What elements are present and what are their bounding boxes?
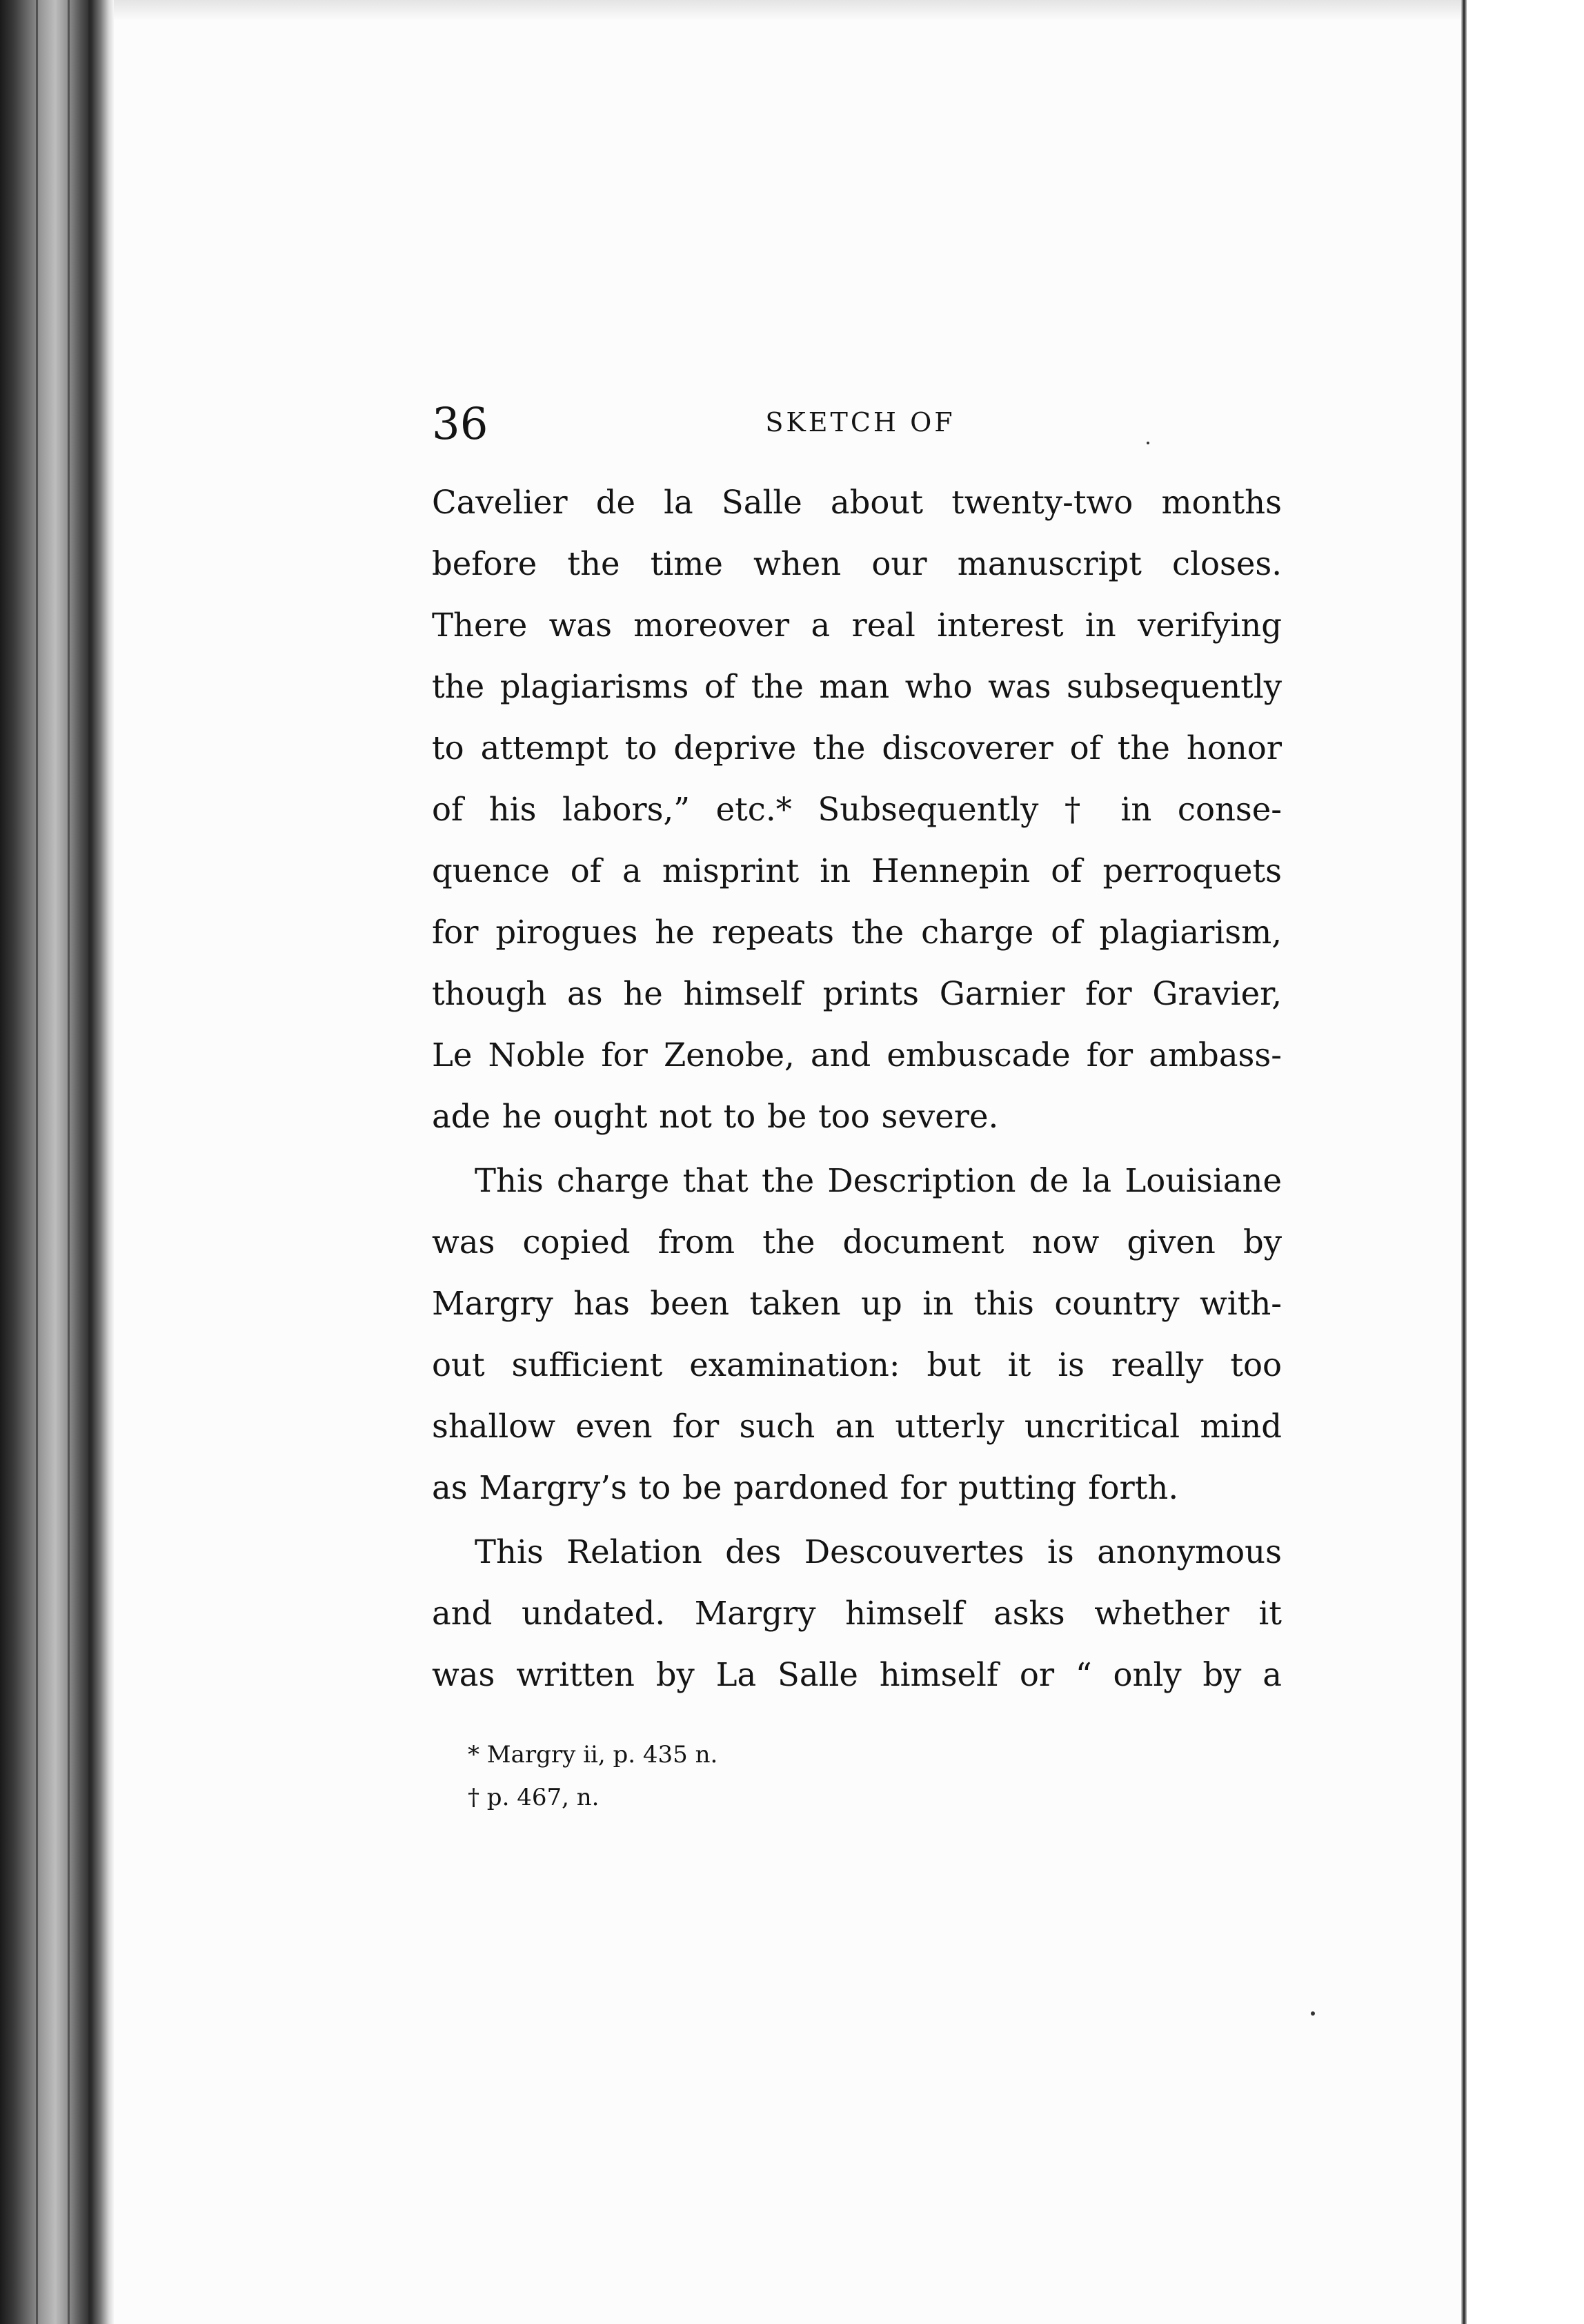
text-line: the plagiarisms of the man who was subsequently xyxy=(432,668,1282,705)
text-line: ade he ought not to be too severe. xyxy=(432,1098,999,1135)
text-line: before the time when our manuscript closes. xyxy=(432,545,1282,582)
body-text xyxy=(432,472,1282,1706)
paragraph xyxy=(432,1150,1282,1519)
text-line: for pirogues he repeats the charge of plagiarism, xyxy=(432,914,1282,951)
text-line: of his labors,” etc.* Subsequently † in conse- xyxy=(432,791,1282,828)
text-line: quence of a misprint in Hennepin of perroquets xyxy=(432,852,1282,889)
page-number: 36 xyxy=(432,399,488,450)
stray-mark xyxy=(1311,2011,1315,2016)
right-margin xyxy=(1467,0,1584,2324)
text-line: and undated. Margry himself asks whether it xyxy=(432,1595,1282,1632)
binding-streak xyxy=(68,0,70,2324)
text-line: was copied from the document now given by xyxy=(432,1223,1282,1261)
footnote: † p. 467, n. xyxy=(468,1784,600,1811)
paragraph xyxy=(432,472,1282,1148)
top-shadow xyxy=(114,0,1461,21)
paragraph xyxy=(432,1522,1282,1706)
footnote: * Margry ii, p. 435 n. xyxy=(468,1741,718,1769)
text-line: as Margry’s to be pardoned for putting forth. xyxy=(432,1469,1179,1506)
running-head-title: SKETCH OF xyxy=(765,407,956,437)
page-content xyxy=(432,393,1282,1819)
text-line: There was moreover a real interest in verifying xyxy=(432,607,1282,644)
text-line: was written by La Salle himself or “ only by a xyxy=(432,1656,1282,1693)
binding-streak xyxy=(36,0,38,2324)
text-line: This Relation des Descouvertes is anonymous xyxy=(475,1533,1282,1570)
text-line: shallow even for such an utterly uncritical mind xyxy=(432,1408,1282,1445)
text-line: out sufficient examination: but it is really too xyxy=(432,1346,1282,1383)
text-line: though as he himself prints Garnier for Gravier, xyxy=(432,975,1282,1012)
text-line: Cavelier de la Salle about twenty-two months xyxy=(432,484,1282,521)
page-right-edge xyxy=(1461,0,1467,2324)
binding-streak xyxy=(88,0,90,2324)
text-line: Margry has been taken up in this country with- xyxy=(432,1285,1282,1322)
text-line: Le Noble for Zenobe, and embuscade for ambass- xyxy=(432,1036,1282,1074)
running-head xyxy=(432,393,1282,455)
text-line: to attempt to deprive the discoverer of the honor xyxy=(432,729,1282,767)
book-binding-edge xyxy=(0,0,114,2324)
text-line: This charge that the Description de la Louisiane xyxy=(475,1162,1282,1199)
footnotes xyxy=(432,1733,1282,1819)
